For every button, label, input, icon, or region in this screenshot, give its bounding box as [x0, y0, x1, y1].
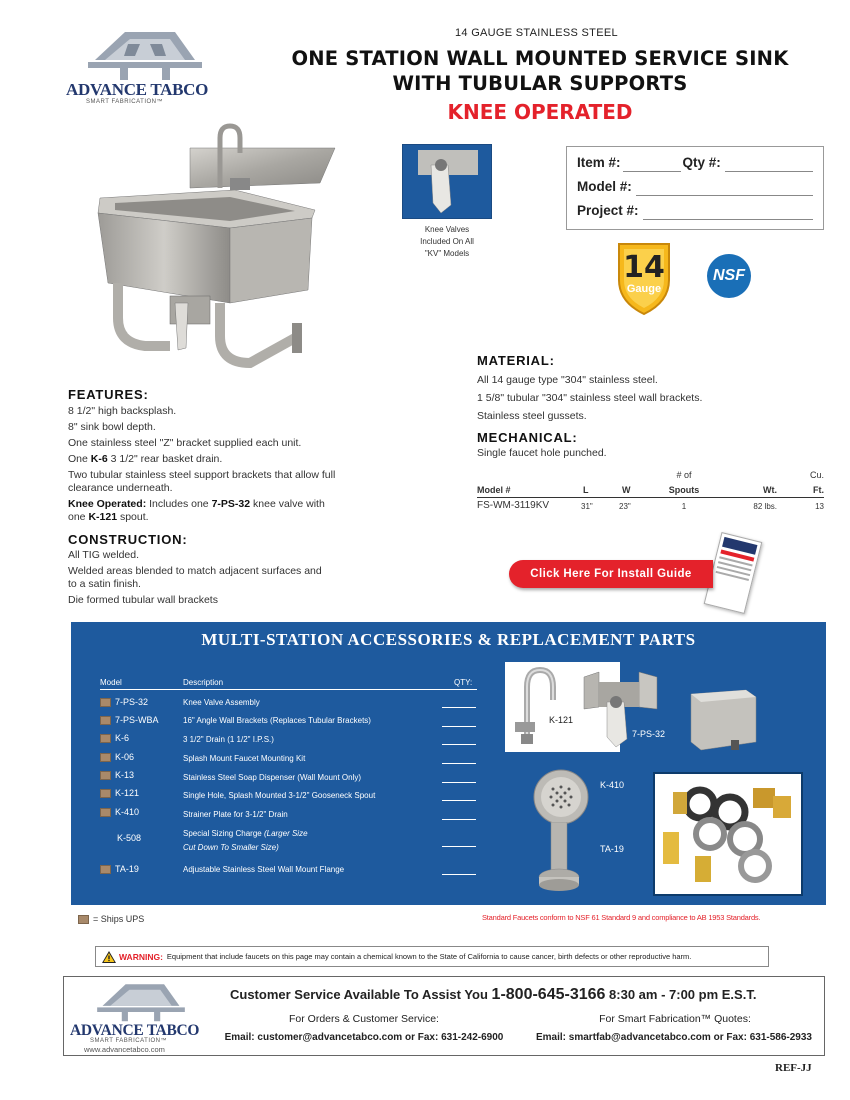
feature-text: One	[68, 453, 91, 465]
ships-ups-box-icon	[100, 698, 111, 707]
warning-label: WARNING:	[119, 951, 163, 962]
construction-item: All TIG welded.	[68, 549, 140, 561]
reference-code: REF-JJ	[775, 1062, 812, 1074]
phone-number[interactable]: 1-800-645-3166	[491, 986, 606, 1003]
construction-text: to a satin finish.	[68, 578, 141, 590]
feature-item	[68, 469, 368, 495]
feature-part-k121: K-121	[88, 511, 118, 523]
qty-field[interactable]	[442, 782, 476, 783]
feature-item: 8 1/2" high backsplash.	[68, 405, 177, 417]
model-row	[577, 179, 813, 203]
part-description: Stainless Steel Soap Dispenser (Wall Mount Only)	[183, 773, 361, 782]
ships-ups-box-icon	[78, 915, 89, 924]
page-title	[240, 46, 840, 96]
project-label: Project #:	[577, 203, 639, 218]
feature-text: spout.	[117, 511, 149, 523]
ships-ups-box-icon	[100, 734, 111, 743]
feature-text: Two tubular stainless steel support brackets that allow full	[68, 469, 336, 481]
qty-field[interactable]	[442, 707, 476, 708]
item-qty-row	[577, 155, 813, 179]
orders-contact[interactable]: Email: customer@advancetabco.com or Fax: 631-242-6900	[224, 1032, 504, 1043]
ta19-flange-image	[537, 822, 582, 897]
col-w: W	[622, 485, 631, 495]
feature-text: 3 1/2" rear basket drain.	[107, 453, 223, 465]
part-model: K-508	[117, 833, 142, 843]
row-l: 31"	[581, 502, 593, 511]
footer-brand-name: ADVANCE TABCO	[70, 1022, 200, 1039]
feature-item	[68, 498, 368, 524]
ships-ups-box-icon	[100, 753, 111, 762]
advance-tabco-logo-mark-icon	[80, 30, 210, 80]
title-line-2: WITH TUBULAR SUPPORTS	[392, 72, 688, 95]
cs-prefix: Customer Service Available To Assist You	[230, 987, 492, 1002]
footer-logo[interactable]	[68, 979, 213, 1054]
k121-label: K-121	[549, 715, 574, 725]
ta19-label: TA-19	[600, 844, 624, 854]
features-list	[68, 405, 368, 524]
brand-name: ADVANCE TABCO	[66, 80, 209, 99]
7ps32-label: 7-PS-32	[632, 729, 666, 739]
advance-tabco-logo-mark-icon	[91, 981, 191, 1023]
parts-header-model: Model	[100, 678, 122, 687]
part-description-text: Special Sizing Charge	[183, 829, 262, 838]
item-info-box	[566, 146, 824, 230]
caption-line-1: Knee Valves	[424, 225, 470, 234]
project-row	[577, 203, 813, 227]
col-wt: Wt.	[763, 485, 777, 495]
part-description: Splash Mount Faucet Mounting Kit	[183, 754, 306, 763]
construction-text: Welded areas blended to match adjacent surfaces and	[68, 565, 322, 577]
material-line: 1 5/8" tubular "304" stainless steel wall brackets.	[477, 392, 703, 404]
qty-field[interactable]	[442, 874, 476, 875]
part-model: 7-PS-32	[115, 697, 149, 707]
strainer-plate-icon	[531, 767, 591, 827]
model-label: Model #:	[577, 179, 632, 194]
part-description: Strainer Plate for 3-1/2" Drain	[183, 810, 288, 819]
col-l: L	[583, 485, 589, 495]
item-label: Item #:	[577, 155, 621, 170]
material-heading: MATERIAL:	[477, 353, 555, 368]
brand-logo[interactable]	[62, 30, 227, 110]
feature-text: one	[68, 511, 89, 523]
part-row	[100, 697, 148, 707]
parts-header-divider	[100, 689, 477, 690]
col-model: Model #	[477, 485, 511, 495]
part-description	[183, 829, 308, 838]
part-description: 16" Angle Wall Brackets (Replaces Tubular Brackets)	[183, 716, 371, 725]
knee-valve-icon	[403, 145, 491, 218]
service-sink-image	[80, 118, 350, 383]
feature-text: clearance underneath.	[68, 482, 173, 494]
material-list	[477, 371, 702, 425]
accessories-panel	[71, 622, 826, 905]
k410-label: K-410	[600, 780, 625, 790]
part-description-continued: Cut Down To Smaller Size)	[183, 843, 279, 852]
part-row	[100, 752, 134, 762]
part-description: 3 1/2" Drain (1 1/2" I.P.S.)	[183, 735, 274, 744]
knee-valve-caption	[402, 224, 492, 260]
caption-line-3: "KV" Models	[424, 249, 470, 258]
ships-ups-box-icon	[100, 716, 111, 725]
ships-ups-box-icon	[100, 865, 111, 874]
ships-ups-text: = Ships UPS	[93, 914, 145, 924]
qty-field[interactable]	[442, 846, 476, 847]
construction-list	[68, 549, 368, 607]
feature-item: One stainless steel "Z" bracket supplied each unit.	[68, 437, 302, 449]
gauge-badge	[614, 240, 674, 316]
ships-ups-box-icon	[100, 808, 111, 817]
material-line: Stainless steel gussets.	[477, 410, 587, 422]
knee-valve-bracket-icon	[579, 667, 669, 762]
material-line: All 14 gauge type "304" stainless steel.	[477, 374, 658, 386]
feature-part-7ps32: 7-PS-32	[211, 498, 251, 510]
part-row	[100, 864, 139, 874]
faucet-mounting-kit-icon	[655, 774, 801, 894]
qty-field[interactable]	[725, 171, 813, 172]
soap-dispenser-icon	[686, 682, 761, 757]
brand-tagline: SMART FABRICATION™	[86, 99, 164, 105]
feature-part-k6: K-6	[90, 453, 108, 465]
warning-box	[95, 946, 769, 967]
qty-field[interactable]	[442, 744, 476, 745]
col-cuft-top: Cu.	[809, 470, 824, 480]
col-spouts: Spouts	[668, 485, 700, 495]
footer-box	[63, 976, 825, 1056]
part-model: K-13	[115, 770, 135, 780]
cs-hours: 8:30 am - 7:00 pm E.S.T.	[605, 987, 757, 1002]
part-row	[100, 733, 129, 743]
part-row	[100, 715, 159, 725]
feature-item	[68, 453, 368, 466]
warning-text: Equipment that include faucets on this page may contain a chemical known to the State of California to cause cancer, birth defects or other reproductive harm.	[166, 952, 692, 961]
wall-flange-icon	[537, 822, 582, 897]
col-cuft: Ft.	[813, 485, 824, 495]
row-wt: 82 lbs.	[753, 502, 777, 511]
install-guide-button[interactable]: Click Here For Install Guide	[509, 560, 713, 588]
feature-text: knee valve with	[250, 498, 325, 510]
warning-triangle-icon	[102, 951, 116, 963]
spec-table	[477, 470, 824, 520]
qty-field[interactable]	[442, 819, 476, 820]
knee-valve-photo	[402, 144, 492, 219]
qty-field[interactable]	[442, 763, 476, 764]
part-description-italic: (Larger Size	[263, 829, 308, 838]
mechanical-heading: MECHANICAL:	[477, 430, 578, 445]
gauge-line: 14 GAUGE STAINLESS STEEL	[455, 27, 618, 39]
item-field[interactable]	[623, 171, 681, 172]
smart-heading: For Smart Fabrication™ Quotes:	[599, 1013, 751, 1025]
project-field[interactable]	[643, 219, 813, 220]
construction-item	[68, 565, 368, 591]
row-w: 23"	[619, 502, 631, 511]
part-model: TA-19	[115, 864, 139, 874]
row-cuft: 13	[815, 502, 824, 511]
construction-item: Die formed tubular wall brackets	[68, 594, 218, 606]
ships-ups-box-icon	[100, 789, 111, 798]
smart-contact[interactable]: Email: smartfab@advancetabco.com or Fax: 631-586-2933	[536, 1032, 812, 1043]
parts-header-qty: QTY:	[454, 678, 473, 687]
part-description: Adjustable Stainless Steel Wall Mount Flange	[183, 865, 345, 874]
part-model: K-121	[115, 788, 140, 798]
k06-mounting-kit-image	[653, 772, 803, 896]
caption-line-2: Included On All	[420, 237, 474, 246]
k13-soap-dispenser-image	[686, 682, 761, 757]
row-spouts: 1	[681, 502, 687, 511]
part-row	[100, 770, 134, 780]
part-row	[100, 788, 139, 798]
k410-strainer-image	[531, 767, 591, 827]
part-row	[100, 807, 139, 817]
row-model: FS-WM-3119KV	[477, 500, 550, 511]
mechanical-line: Single faucet hole punched.	[477, 447, 607, 459]
part-description: Knee Valve Assembly	[183, 698, 260, 707]
feature-item: 8" sink bowl depth.	[68, 421, 156, 433]
7ps32-knee-valve-image	[579, 667, 669, 762]
model-field[interactable]	[636, 195, 813, 196]
part-model: K-6	[115, 733, 130, 743]
parts-header-description: Description	[183, 678, 224, 687]
part-model: K-06	[115, 752, 135, 762]
part-model: 7-PS-WBA	[115, 715, 159, 725]
feature-text: Includes one	[146, 498, 212, 510]
construction-heading: CONSTRUCTION:	[68, 532, 188, 547]
orders-heading: For Orders & Customer Service:	[289, 1013, 439, 1025]
gauge-word: Gauge	[626, 283, 662, 295]
part-model: K-410	[115, 807, 140, 817]
customer-service-line	[230, 986, 756, 1004]
qty-field[interactable]	[442, 726, 476, 727]
col-spouts-top: # of	[676, 470, 692, 480]
features-heading: FEATURES:	[68, 387, 149, 402]
table-divider	[477, 497, 824, 498]
website-link[interactable]: www.advancetabco.com	[84, 1045, 165, 1054]
accessories-title: MULTI-STATION ACCESSORIES & REPLACEMENT PARTS	[201, 630, 696, 649]
footer-brand-tagline: SMART FABRICATION™	[90, 1038, 168, 1044]
standards-note: Standard Faucets conform to NSF 61 Standard 9 and compliance to AB 1953 Standards.	[482, 913, 761, 922]
ships-ups-legend	[78, 914, 144, 924]
ships-ups-box-icon	[100, 771, 111, 780]
qty-field[interactable]	[442, 800, 476, 801]
qty-label: Qty #:	[682, 155, 721, 170]
part-description: Single Hole, Splash Mounted 3-1/2" Gooseneck Spout	[183, 791, 376, 800]
gauge-number: 14	[623, 250, 665, 285]
feature-knee-label: Knee Operated:	[68, 498, 147, 510]
title-line-1: ONE STATION WALL MOUNTED SERVICE SINK	[291, 47, 789, 70]
nsf-badge: NSF	[707, 254, 751, 298]
page-subtitle: KNEE OPERATED	[447, 100, 633, 124]
